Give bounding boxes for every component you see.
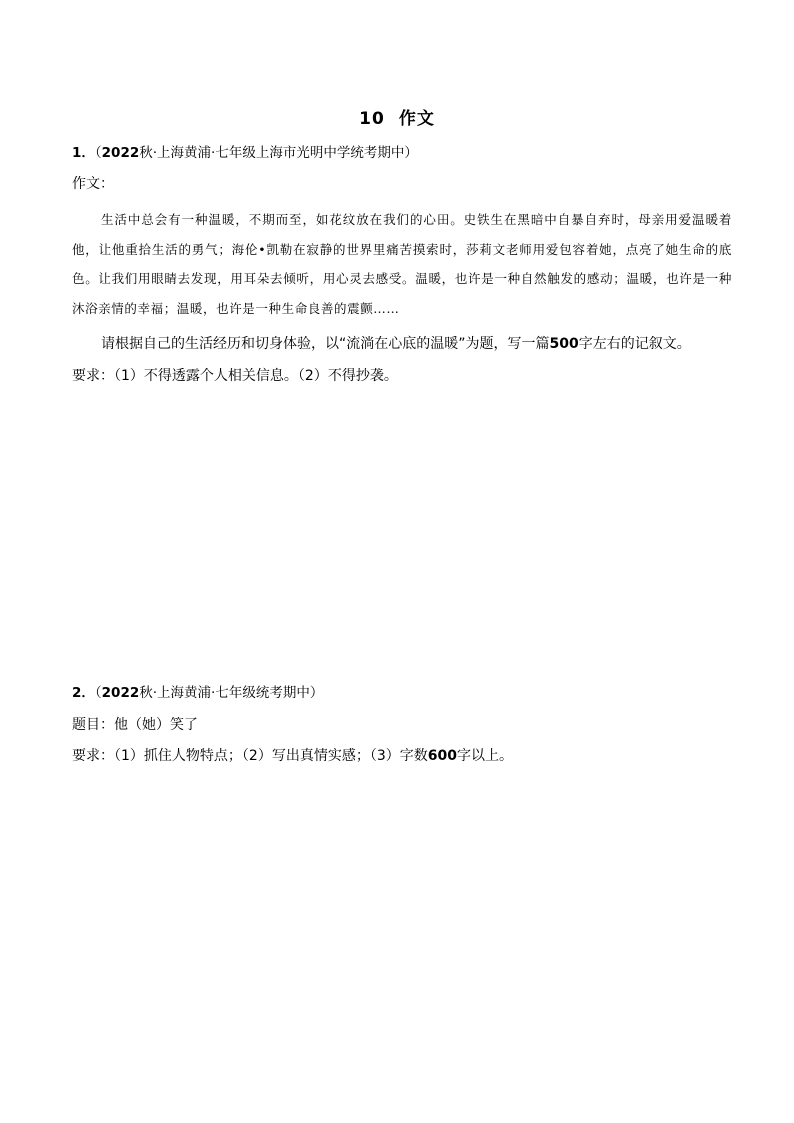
section-title: 作文 [398, 109, 435, 129]
question-1-header: 1．（2022秋·上海黄浦·七年级上海市光明中学统考期中） [72, 145, 418, 161]
section-number: 10 [359, 109, 385, 129]
question-2-topic: 题目：他（她）笑了 [72, 717, 198, 733]
question-1-number: 1． [72, 145, 95, 161]
question-2-header: 2．（2022秋·上海黄浦·七年级统考期中） [72, 685, 324, 701]
question-2-requirements: 要求：（1）抓住人物特点；（2）写出真情实感；（3）字数600字以上。 [72, 748, 513, 764]
question-1-requirements: 要求：（1）不得透露个人相关信息。（2）不得抄袭。 [72, 368, 398, 384]
question-2-number: 2． [72, 685, 95, 701]
question-1-label: 作文： [72, 176, 114, 192]
question-2-source: 秋·上海黄浦·七年级统考期中） [139, 685, 324, 701]
question-1-passage: 生活中总会有一种温暖，不期而至，如花纹放在我们的心田。史铁生在黑暗中自暴自弃时，母亲用爱温暖着他，让他重拾生活的勇气；海伦•凯勒在寂静的世界里痛苦摸索时，莎莉文老师用爱包容着她，点亮了她生命的底色。让我们用眼睛去发现，用耳朵去倾听，用心灵去感受。温暖，也许是一种自然触发的感动；温暖，也许是一种沐浴亲情的幸福；温暖，也许是一种生命良善的震颤…… [72, 212, 732, 316]
question-1-instruction: 请根据自己的生活经历和切身体验，以“流淌在心底的温暖”为题，写一篇500字左右的记叙文。 [101, 336, 691, 352]
page-title [0, 104, 794, 129]
question-1-source: 秋·上海黄浦·七年级上海市光明中学统考期中） [139, 145, 418, 161]
